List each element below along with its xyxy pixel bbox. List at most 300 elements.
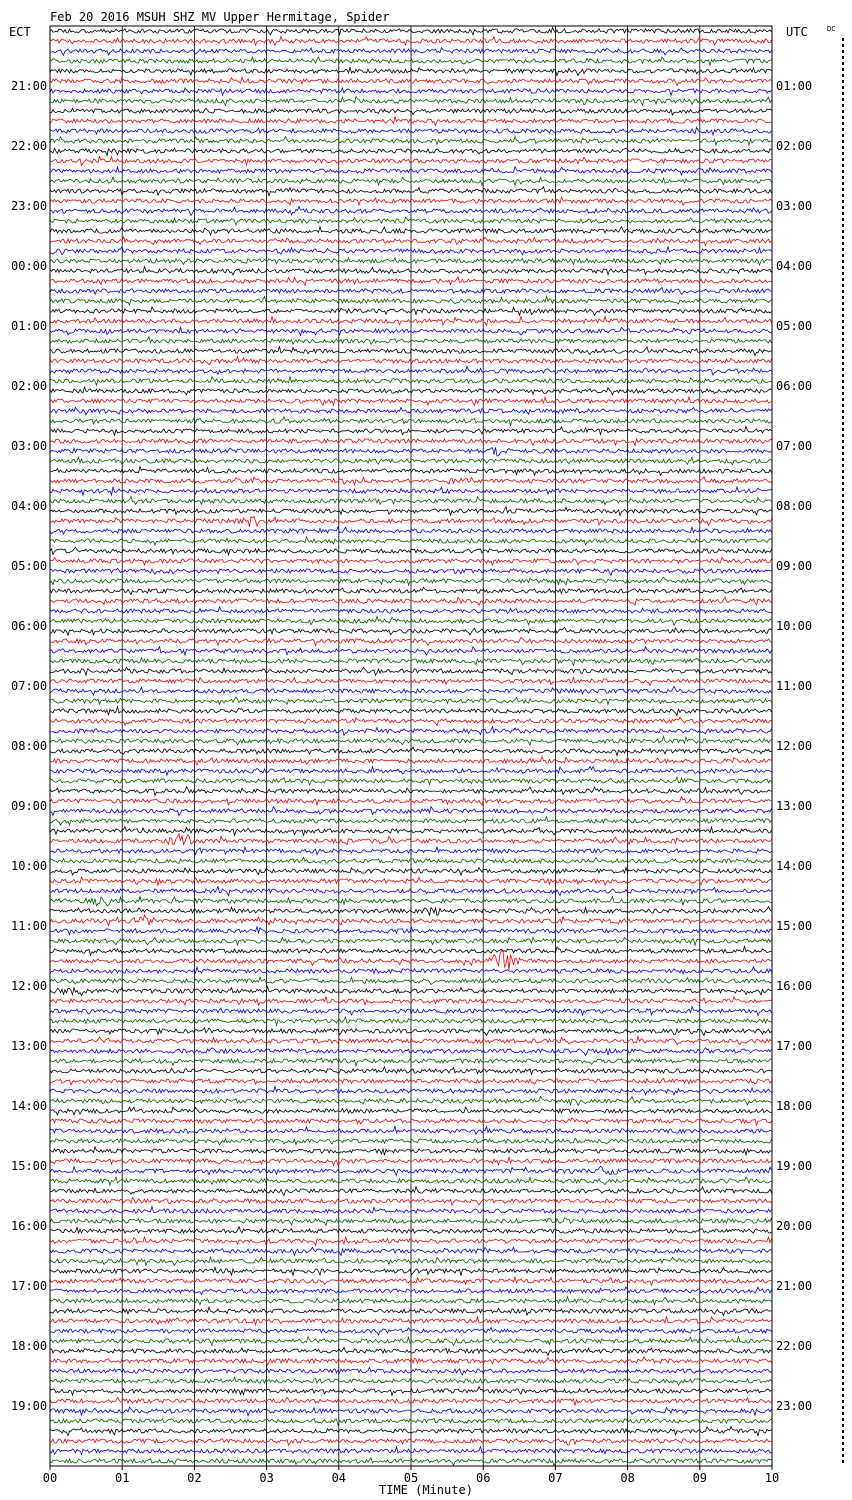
x-tick-label: 05: [403, 1471, 419, 1485]
dc-dot: [842, 578, 844, 581]
dc-dot: [842, 416, 844, 419]
dc-label: DC: [827, 25, 836, 33]
dc-dot: [842, 638, 844, 641]
dc-dot: [842, 278, 844, 281]
dc-dot: [842, 1088, 844, 1091]
dc-dot: [842, 1286, 844, 1289]
dc-dot: [842, 542, 844, 545]
dc-dot: [842, 260, 844, 263]
dc-dot: [842, 806, 844, 809]
dc-dot: [842, 1442, 844, 1445]
dc-dot: [842, 206, 844, 209]
right-axis-label: UTC: [786, 25, 808, 39]
dc-dot: [842, 1178, 844, 1181]
dc-dot: [842, 986, 844, 989]
dc-dot: [842, 692, 844, 695]
right-hour-label: 10:00: [776, 619, 813, 633]
dc-dot: [842, 380, 844, 383]
right-hour-label: 16:00: [776, 979, 813, 993]
x-tick-label: 10: [764, 1471, 780, 1485]
dc-dot: [842, 764, 844, 767]
left-hour-labels: [11, 79, 47, 1413]
left-hour-label: 10:00: [11, 859, 48, 873]
right-hour-labels: [776, 79, 812, 1413]
right-hour-label: 06:00: [776, 379, 813, 393]
dc-dot: [842, 668, 844, 671]
right-hour-label: 17:00: [776, 1039, 813, 1053]
dc-dot: [842, 182, 844, 185]
x-axis-label: TIME (Minute): [379, 1483, 473, 1497]
x-tick-label: 08: [620, 1471, 635, 1485]
left-hour-label: 11:00: [11, 919, 48, 933]
dc-dot: [842, 1232, 844, 1235]
dc-dot: [842, 1046, 844, 1049]
dc-dot: [842, 1256, 844, 1259]
dc-dot: [842, 932, 844, 935]
dc-dot: [842, 368, 844, 371]
left-hour-label: 16:00: [11, 1219, 48, 1233]
dc-dot: [842, 1022, 844, 1025]
dc-dot: [842, 584, 844, 587]
dc-dot: [842, 272, 844, 275]
left-hour-label: 08:00: [11, 739, 48, 753]
dc-dot: [842, 602, 844, 605]
dc-dot: [842, 614, 844, 617]
dc-dot: [842, 332, 844, 335]
left-hour-label: 05:00: [11, 559, 48, 573]
dc-dot: [842, 500, 844, 503]
dc-dot: [842, 1364, 844, 1367]
dc-dot: [842, 722, 844, 725]
dc-dot: [842, 86, 844, 89]
dc-dot: [842, 536, 844, 539]
dc-dot: [842, 1136, 844, 1139]
dc-dot: [842, 1274, 844, 1277]
dc-dot: [842, 1100, 844, 1103]
dc-dot: [842, 428, 844, 431]
right-hour-label: 09:00: [776, 559, 813, 573]
right-hour-label: 19:00: [776, 1159, 813, 1173]
right-hour-label: 18:00: [776, 1099, 813, 1113]
dc-dot: [842, 620, 844, 623]
dc-dot: [842, 320, 844, 323]
dc-dot: [842, 938, 844, 941]
left-hour-label: 21:00: [11, 79, 48, 93]
dc-dot: [842, 1112, 844, 1115]
x-tick-label: 09: [692, 1471, 708, 1485]
dc-dot: [842, 896, 844, 899]
dc-dot: [842, 122, 844, 125]
dc-dot: [842, 1334, 844, 1337]
x-tick-label: 07: [548, 1471, 563, 1485]
dc-dot: [842, 1052, 844, 1055]
dc-dot: [842, 1262, 844, 1265]
dc-dot: [842, 494, 844, 497]
dc-dot: [842, 554, 844, 557]
dc-dot: [842, 338, 844, 341]
dc-dot: [842, 1202, 844, 1205]
dc-dot: [842, 1400, 844, 1403]
dc-dot: [842, 362, 844, 365]
dc-dot: [842, 650, 844, 653]
dc-dot: [842, 440, 844, 443]
dc-dot: [842, 1016, 844, 1019]
dc-dot: [842, 68, 844, 71]
left-hour-label: 14:00: [11, 1099, 48, 1113]
left-hour-label: 17:00: [11, 1279, 48, 1293]
dc-dot: [842, 890, 844, 893]
left-hour-label: 04:00: [11, 499, 48, 513]
dc-dot: [842, 176, 844, 179]
right-hour-label: 22:00: [776, 1339, 813, 1353]
left-hour-label: 15:00: [11, 1159, 48, 1173]
chart-title: Feb 20 2016 MSUH SHZ MV Upper Hermitage, Spider: [50, 10, 390, 24]
dc-dot: [842, 998, 844, 1001]
dc-dot: [842, 44, 844, 47]
dc-dot: [842, 686, 844, 689]
dc-dot: [842, 842, 844, 845]
dc-dot: [842, 1280, 844, 1283]
dc-dot: [842, 476, 844, 479]
dc-dot: [842, 1250, 844, 1253]
dc-dot: [842, 170, 844, 173]
dc-dot: [842, 596, 844, 599]
dc-dot: [842, 254, 844, 257]
dc-dot: [842, 608, 844, 611]
dc-dot: [842, 1010, 844, 1013]
dc-column: [842, 38, 844, 1463]
dc-dot: [842, 1082, 844, 1085]
right-hour-label: 01:00: [776, 79, 813, 93]
x-tick-label: 04: [331, 1471, 347, 1485]
dc-dot: [842, 1370, 844, 1373]
dc-dot: [842, 872, 844, 875]
dc-dot: [842, 458, 844, 461]
left-hour-label: 03:00: [11, 439, 48, 453]
dc-dot: [842, 1064, 844, 1067]
dc-dot: [842, 920, 844, 923]
dc-dot: [842, 134, 844, 137]
dc-dot: [842, 152, 844, 155]
dc-dot: [842, 548, 844, 551]
dc-dot: [842, 62, 844, 65]
dc-dot: [842, 968, 844, 971]
dc-dot: [842, 1142, 844, 1145]
dc-dot: [842, 230, 844, 233]
dc-dot: [842, 98, 844, 101]
dc-dot: [842, 572, 844, 575]
dc-dot: [842, 1166, 844, 1169]
dc-dot: [842, 632, 844, 635]
dc-dot: [842, 1460, 844, 1463]
dc-dot: [842, 1094, 844, 1097]
left-hour-label: 09:00: [11, 799, 48, 813]
dc-dot: [842, 710, 844, 713]
dc-dot: [842, 734, 844, 737]
right-hour-label: 03:00: [776, 199, 813, 213]
dc-dot: [842, 164, 844, 167]
dc-dot: [842, 1148, 844, 1151]
dc-dot: [842, 1028, 844, 1031]
dc-dot: [842, 752, 844, 755]
dc-dot: [842, 836, 844, 839]
dc-dot: [842, 218, 844, 221]
dc-dot: [842, 530, 844, 533]
dc-dot: [842, 518, 844, 521]
x-tick-label: 00: [42, 1471, 58, 1485]
dc-dot: [842, 1184, 844, 1187]
dc-dot: [842, 434, 844, 437]
dc-dot: [842, 314, 844, 317]
dc-dot: [842, 1172, 844, 1175]
dc-dot: [842, 854, 844, 857]
dc-dot: [842, 866, 844, 869]
dc-dot: [842, 470, 844, 473]
dc-dot: [842, 926, 844, 929]
dc-dot: [842, 1154, 844, 1157]
dc-dot: [842, 194, 844, 197]
dc-dot: [842, 1160, 844, 1163]
dc-dot: [842, 980, 844, 983]
dc-dot: [842, 158, 844, 161]
dc-dot: [842, 1040, 844, 1043]
right-hour-label: 23:00: [776, 1399, 813, 1413]
dc-dot: [842, 902, 844, 905]
dc-dot: [842, 740, 844, 743]
dc-dot: [842, 962, 844, 965]
dc-dot: [842, 818, 844, 821]
dc-dot: [842, 1304, 844, 1307]
dc-dot: [842, 1316, 844, 1319]
dc-dot: [842, 758, 844, 761]
dc-dot: [842, 326, 844, 329]
dc-dot: [842, 1388, 844, 1391]
left-hour-label: 06:00: [11, 619, 48, 633]
dc-dot: [842, 248, 844, 251]
dc-dot: [842, 1298, 844, 1301]
dc-dot: [842, 794, 844, 797]
dc-dot: [842, 914, 844, 917]
dc-dot: [842, 128, 844, 131]
dc-dot: [842, 524, 844, 527]
dc-dot: [842, 1412, 844, 1415]
dc-dot: [842, 1226, 844, 1229]
dc-dot: [842, 1328, 844, 1331]
dc-dot: [842, 1292, 844, 1295]
dc-dot: [842, 776, 844, 779]
dc-dot: [842, 38, 844, 41]
dc-dot: [842, 1268, 844, 1271]
dc-dot: [842, 350, 844, 353]
dc-dot: [842, 644, 844, 647]
dc-dot: [842, 1340, 844, 1343]
dc-dot: [842, 1310, 844, 1313]
left-hour-label: 13:00: [11, 1039, 48, 1053]
dc-dot: [842, 212, 844, 215]
dc-dot: [842, 1124, 844, 1127]
dc-dot: [842, 398, 844, 401]
dc-dot: [842, 512, 844, 515]
dc-dot: [842, 422, 844, 425]
dc-dot: [842, 392, 844, 395]
dc-dot: [842, 956, 844, 959]
dc-dot: [842, 1130, 844, 1133]
dc-dot: [842, 242, 844, 245]
right-hour-label: 20:00: [776, 1219, 813, 1233]
dc-dot: [842, 950, 844, 953]
dc-dot: [842, 80, 844, 83]
dc-dot: [842, 56, 844, 59]
dc-dot: [842, 560, 844, 563]
dc-dot: [842, 452, 844, 455]
left-hour-label: 02:00: [11, 379, 48, 393]
x-tick-labels: [43, 1466, 779, 1485]
dc-dot: [842, 1322, 844, 1325]
dc-dot: [842, 146, 844, 149]
dc-dot: [842, 1058, 844, 1061]
dc-dot: [842, 74, 844, 77]
dc-dot: [842, 566, 844, 569]
left-hour-label: 18:00: [11, 1339, 48, 1353]
dc-dot: [842, 302, 844, 305]
left-hour-label: 12:00: [11, 979, 48, 993]
dc-dot: [842, 674, 844, 677]
dc-dot: [842, 1406, 844, 1409]
dc-dot: [842, 1106, 844, 1109]
right-hour-label: 12:00: [776, 739, 813, 753]
dc-dot: [842, 626, 844, 629]
dc-dot: [842, 1220, 844, 1223]
dc-dot: [842, 860, 844, 863]
dc-dot: [842, 1430, 844, 1433]
dc-dot: [842, 464, 844, 467]
dc-dot: [842, 1424, 844, 1427]
dc-dot: [842, 50, 844, 53]
dc-dot: [842, 1208, 844, 1211]
dc-dot: [842, 506, 844, 509]
dc-dot: [842, 662, 844, 665]
dc-dot: [842, 1382, 844, 1385]
dc-dot: [842, 116, 844, 119]
dc-dot: [842, 590, 844, 593]
left-hour-label: 23:00: [11, 199, 48, 213]
dc-dot: [842, 656, 844, 659]
dc-dot: [842, 992, 844, 995]
dc-dot: [842, 140, 844, 143]
dc-dot: [842, 290, 844, 293]
dc-dot: [842, 1118, 844, 1121]
right-hour-label: 14:00: [776, 859, 813, 873]
dc-dot: [842, 746, 844, 749]
x-tick-label: 02: [187, 1471, 202, 1485]
dc-dot: [842, 296, 844, 299]
dc-dot: [842, 884, 844, 887]
dc-dot: [842, 698, 844, 701]
left-axis-label: ECT: [9, 25, 31, 39]
dc-dot: [842, 1004, 844, 1007]
dc-dot: [842, 1070, 844, 1073]
dc-dot: [842, 1436, 844, 1439]
dc-dot: [842, 1454, 844, 1457]
left-hour-label: 07:00: [11, 679, 48, 693]
dc-dot: [842, 1358, 844, 1361]
dc-dot: [842, 188, 844, 191]
dc-dot: [842, 1214, 844, 1217]
right-hour-label: 13:00: [776, 799, 813, 813]
dc-dot: [842, 1190, 844, 1193]
dc-dot: [842, 878, 844, 881]
left-hour-label: 22:00: [11, 139, 48, 153]
right-hour-label: 04:00: [776, 259, 813, 273]
dc-dot: [842, 1196, 844, 1199]
dc-dot: [842, 308, 844, 311]
right-hour-label: 15:00: [776, 919, 813, 933]
dc-dot: [842, 410, 844, 413]
dc-dot: [842, 236, 844, 239]
dc-dot: [842, 824, 844, 827]
dc-dot: [842, 482, 844, 485]
dc-dot: [842, 974, 844, 977]
right-hour-label: 08:00: [776, 499, 813, 513]
dc-dot: [842, 680, 844, 683]
dc-dot: [842, 386, 844, 389]
dc-dot: [842, 200, 844, 203]
dc-dot: [842, 344, 844, 347]
dc-dot: [842, 848, 844, 851]
right-hour-label: 11:00: [776, 679, 813, 693]
left-hour-label: 19:00: [11, 1399, 48, 1413]
dc-dot: [842, 1346, 844, 1349]
dc-dot: [842, 488, 844, 491]
right-hour-label: 05:00: [776, 319, 813, 333]
left-hour-label: 01:00: [11, 319, 48, 333]
dc-dot: [842, 104, 844, 107]
dc-dot: [842, 1394, 844, 1397]
dc-dot: [842, 788, 844, 791]
dc-dot: [842, 704, 844, 707]
right-hour-label: 02:00: [776, 139, 813, 153]
dc-dot: [842, 224, 844, 227]
dc-dot: [842, 266, 844, 269]
right-hour-label: 21:00: [776, 1279, 813, 1293]
dc-dot: [842, 374, 844, 377]
dc-dot: [842, 800, 844, 803]
dc-dot: [842, 1034, 844, 1037]
dc-dot: [842, 728, 844, 731]
right-hour-label: 07:00: [776, 439, 813, 453]
x-tick-label: 06: [475, 1471, 491, 1485]
dc-dot: [842, 1448, 844, 1451]
dc-dot: [842, 1238, 844, 1241]
dc-dot: [842, 830, 844, 833]
dc-dot: [842, 446, 844, 449]
dc-dot: [842, 944, 844, 947]
left-hour-label: 00:00: [11, 259, 48, 273]
dc-dot: [842, 404, 844, 407]
dc-dot: [842, 908, 844, 911]
dc-dot: [842, 1244, 844, 1247]
x-tick-label: 03: [259, 1471, 274, 1485]
dc-dot: [842, 1076, 844, 1079]
dc-dot: [842, 110, 844, 113]
dc-dot: [842, 1376, 844, 1379]
dc-dot: [842, 770, 844, 773]
dc-dot: [842, 716, 844, 719]
dc-dot: [842, 356, 844, 359]
dc-dot: [842, 812, 844, 815]
dc-dot: [842, 1418, 844, 1421]
dc-dot: [842, 284, 844, 287]
